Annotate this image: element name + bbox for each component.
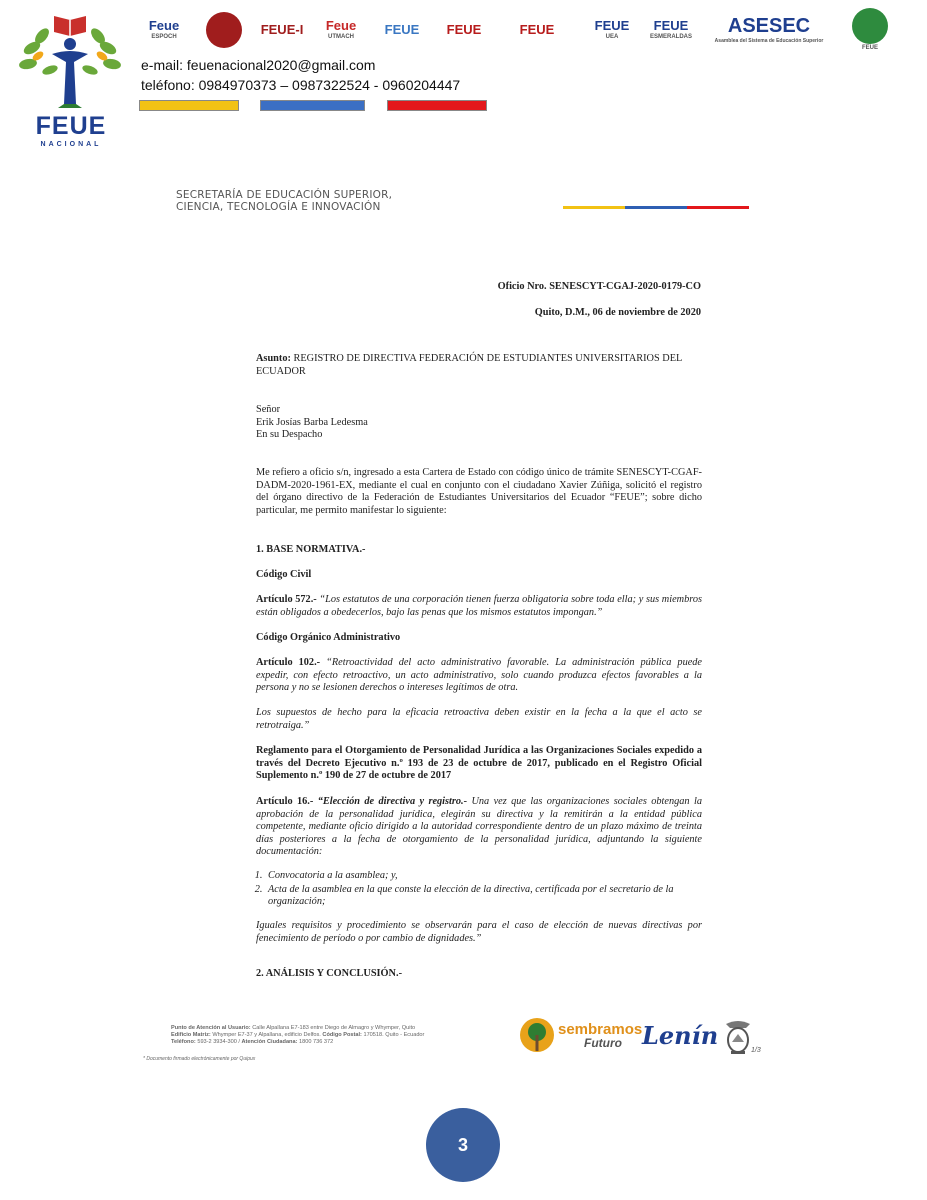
member-logo-title: ASESEC <box>727 15 811 37</box>
intro-paragraph: Me refiero a oficio s/n, ingresado a esta Cartera de Estado con código único de trámite SENESCYT-CGAF-DADM-2020-1961-EX, mediante el cual en conjunto con el ciudadano Xavier Zúñiga, solicitó el registro del órgano directivo de la Federación de Estudiantes Universitarios del Ecuador “FEUE”; sobre dicho particular, me permito manifestar lo siguiente: <box>256 467 702 516</box>
footer-label: Edificio Matriz: <box>171 1032 211 1039</box>
ecuador-coat-of-arms-icon <box>722 1018 754 1056</box>
footer-value: 593-2 3934-300 / <box>197 1039 240 1046</box>
asunto <box>256 353 706 378</box>
member-logo-title: FEUE <box>653 18 689 33</box>
member-logo <box>316 4 366 56</box>
member-logo <box>202 4 246 56</box>
green-q-icon <box>852 8 888 44</box>
footer-address <box>171 1025 491 1047</box>
footnote: * Documento firmado electrónicamente por Quipux <box>143 1056 256 1062</box>
lenin-signature-logo: Lenín <box>642 1021 719 1050</box>
member-logo <box>704 4 834 56</box>
codigo-civil-heading: Código Civil <box>256 569 312 580</box>
member-logo-subtitle: ESMERALDAS <box>649 34 692 40</box>
article-102-para-2: Los supuestos de hecho para la eficacia retroactiva deben existir en la fecha a la que el acto se retrotraiga.” <box>256 707 702 731</box>
fist-icon <box>206 12 242 48</box>
member-logo <box>434 4 494 56</box>
member-logo-subtitle: FEUE <box>861 45 878 51</box>
article-102-text: “Retroactividad del acto administrativo favorable. La administración pública puede expedir, con efecto retroactivo, un acto administrativo, solo cuando produzca efectos favorables a la persona y no se lesionen derechos o intereses legítimos de otra. <box>256 657 703 694</box>
article-16-text: Una vez que las organizaciones sociales obtengan la aprobación de la personalidad jurídica, elegirán su directiva y la remitirán a la entidad pública competente, mediante oficio dirigido a la autoridad correspondiente dentro de un plazo máximo de treinta días posteriores a la fecha de otorgamiento de la personalidad jurídica, adjuntando la siguiente documentación: <box>256 796 702 858</box>
flag-line <box>563 206 749 209</box>
footer-value: 1800 736 372 <box>299 1039 334 1046</box>
footer-value: Whymper E7-37 y Alpallana, edificio Delfos. <box>212 1032 321 1039</box>
closing-paragraph: Iguales requisitos y procedimiento se observarán para el caso de elección de nuevas directivas por fenecimiento de período o por cambio de dignidades.” <box>256 920 702 944</box>
section-1-heading: 1. BASE NORMATIVA.- <box>256 544 366 555</box>
article-16-label: Artículo 16.- <box>256 796 314 807</box>
footer-value: 170518. Quito - Ecuador <box>363 1032 425 1039</box>
letterhead-line-2: CIENCIA, TECNOLOGÍA E INNOVACIÓN <box>176 201 381 213</box>
futuro-word: Futuro <box>584 1036 622 1050</box>
blue-bar <box>260 100 365 111</box>
article-16 <box>256 796 702 859</box>
documentation-list <box>251 870 703 910</box>
senescyt-letterhead <box>176 189 392 213</box>
letter-date: Quito, D.M., 06 de noviembre de 2020 <box>534 307 701 318</box>
tree-people-icon <box>12 8 130 112</box>
article-102-label: Artículo 102.- <box>256 657 321 668</box>
reglamento-heading: Reglamento para el Otorgamiento de Personalidad Jurídica a las Organizaciones Sociales expedido a través del Decreto Ejecutivo n.º 193 de 23 de octubre de 2017, publicado en el Registro Oficial Suplemento n.º 190 de 27 de octubre de 2017 <box>256 745 702 782</box>
list-item: 2. Acta de la asamblea en la que conste la elección de la directiva, certificada por el secretario de la organización; <box>265 884 703 909</box>
main-logo-sub: NACIONAL <box>40 141 102 148</box>
sembramos-logo <box>558 1021 642 1050</box>
member-logo-title: Feue <box>148 18 180 33</box>
member-logo <box>842 4 898 56</box>
page-number-badge: 3 <box>426 1108 500 1182</box>
asunto-line-1: REGISTRO DE DIRECTIVA FEDERACIÓN DE ESTUDIANTES UNIVERSITARIOS DEL <box>293 353 683 364</box>
article-102 <box>256 657 702 695</box>
footer-label: Código Postal: <box>322 1032 362 1039</box>
member-logo-title: FEUE <box>446 22 482 37</box>
yellow-bar <box>139 100 239 111</box>
recipient-office: En su Despacho <box>256 429 323 441</box>
member-logo-subtitle: UEA <box>605 34 619 40</box>
recipient-title: Señor <box>256 404 281 415</box>
contact-email: e-mail: feuenacional2020@gmail.com <box>141 57 376 73</box>
asunto-label: Asunto: <box>256 353 291 364</box>
member-logo-title: FEUE <box>519 22 555 37</box>
member-logo <box>254 4 310 56</box>
letterhead-line-1: SECRETARÍA DE EDUCACIÓN SUPERIOR, <box>176 189 393 201</box>
member-logo-title: FEUE <box>594 18 630 33</box>
article-572 <box>256 594 702 619</box>
article-572-label: Artículo 572.- <box>256 594 317 605</box>
member-logo <box>584 4 640 56</box>
member-logo-subtitle: ESPOCH <box>151 34 177 40</box>
member-logo <box>136 4 192 56</box>
page-fraction: 1/3 <box>751 1047 761 1054</box>
recipient <box>256 404 556 442</box>
coa-heading: Código Orgánico Administrativo <box>256 632 401 643</box>
contact-phone: teléfono: 0984970373 – 0987322524 - 0960204447 <box>141 77 461 93</box>
member-logo <box>646 4 696 56</box>
tree-icon <box>516 1017 558 1057</box>
article-16-title: “Elección de directiva y registro.- <box>317 796 468 807</box>
list-item: 1. Convocatoria a la asamblea; y, <box>265 870 703 883</box>
member-logo <box>502 4 572 56</box>
red-bar <box>387 100 487 111</box>
member-logo-subtitle: Asamblea del Sistema de Educación Superior <box>714 38 824 44</box>
oficio-number: Oficio Nro. SENESCYT-CGAJ-2020-0179-CO <box>497 281 701 292</box>
member-logo-subtitle: UTMACH <box>328 34 354 40</box>
recipient-name: Erik Josías Barba Ledesma <box>256 416 368 428</box>
article-572-text: “Los estatutos de una corporación tienen fuerza obligatoria sobre toda ella; y sus miembros están obligados a obedecerlos, bajo las penas que los mismos estatutos impongan.” <box>256 594 702 618</box>
asunto-line-2: ECUADOR <box>256 365 306 377</box>
section-2-heading: 2. ANÁLISIS Y CONCLUSIÓN.- <box>256 968 402 979</box>
footer-label: Punto de Atención al Usuario: <box>171 1025 251 1031</box>
footer-label: Atención Ciudadana: <box>241 1039 298 1046</box>
footer-value: Calle Alpallana E7-183 entre Diego de Almagro y Whymper, Quito <box>252 1025 416 1031</box>
member-logo-title: FEUE-I <box>260 22 304 37</box>
member-logo <box>376 4 428 56</box>
member-logo-title: FEUE <box>384 22 420 37</box>
footer-label: Teléfono: <box>171 1039 196 1046</box>
member-logo-row <box>136 4 926 56</box>
feue-nacional-logo <box>12 8 130 146</box>
member-logo-title: Feue <box>325 18 357 33</box>
sembramos-word: sembramos <box>558 1021 643 1038</box>
main-logo-word: FEUE <box>35 112 107 140</box>
